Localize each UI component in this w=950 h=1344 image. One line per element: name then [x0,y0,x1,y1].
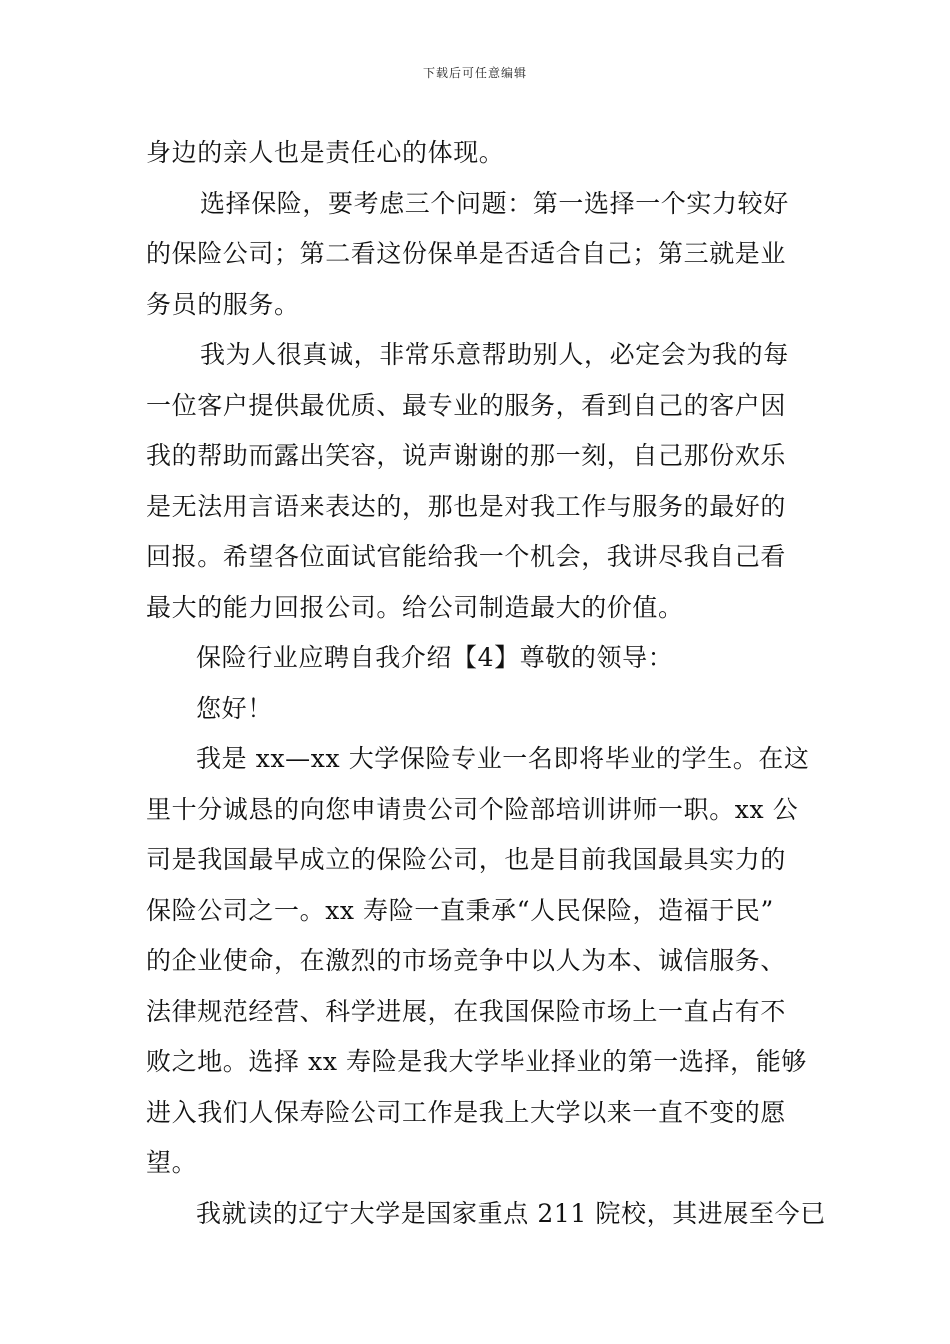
text-line: 身边的亲人也是责任心的体现。 [146,138,505,167]
paragraph-start-line: 我是 xx—xx 大学保险专业一名即将毕业的学生。在这 [196,744,810,773]
paragraph-start-line: 我就读的辽宁大学是国家重点 211 院校，其进展至今已 [196,1198,826,1228]
text-line: 的保险公司；第二看这份保单是否适合自己；第三就是业 [146,239,787,268]
text-line: 是无法用言语来表达的，那也是对我工作与服务的最好的 [146,491,787,521]
greeting-line: 您好！ [196,693,273,723]
text-line: 我的帮助而露出笑容，说声谢谢的那一刻，自己那份欢乐 [146,441,787,470]
text-line: 里十分诚恳的向您申请贵公司个险部培训讲师一职。xx 公 [146,794,799,824]
paragraph-start-line: 我为人很真诚，非常乐意帮助别人，必定会为我的每 [200,340,789,369]
text-line: 进入我们人保寿险公司工作是我上大学以来一直不变的愿 [146,1097,787,1127]
text-line: 最大的能力回报公司。给公司制造最大的价值。 [146,592,684,622]
text-line: 的企业使命，在激烈的市场竞争中以人为本、诚信服务、 [146,946,787,975]
text-line: 务员的服务。 [146,289,300,319]
text-line: 保险公司之一。xx 寿险一直秉承“人民保险，造福于民” [146,895,774,925]
text-line: 望。 [146,1148,198,1177]
text-line: 一位客户提供最优质、最专业的服务，看到自己的客户因 [146,390,787,420]
text-line: 败之地。选择 xx 寿险是我大学毕业择业的第一选择，能够 [146,1047,807,1076]
document-body [146,128,826,1239]
text-line: 回报。希望各位面试官能给我一个机会，我讲尽我自己看 [146,542,787,571]
paragraph-start-line: 选择保险，要考虑三个问题：第一选择一个实力较好 [200,188,789,218]
text-line: 法律规范经营、科学进展，在我国保险市场上一直占有不 [146,996,787,1026]
page-header: 下载后可任意编辑 [422,66,527,80]
section-heading-line: 保险行业应聘自我介绍【4】尊敬的领导： [196,643,674,672]
text-line: 司是我国最早成立的保险公司，也是目前我国最具实力的 [146,845,787,874]
